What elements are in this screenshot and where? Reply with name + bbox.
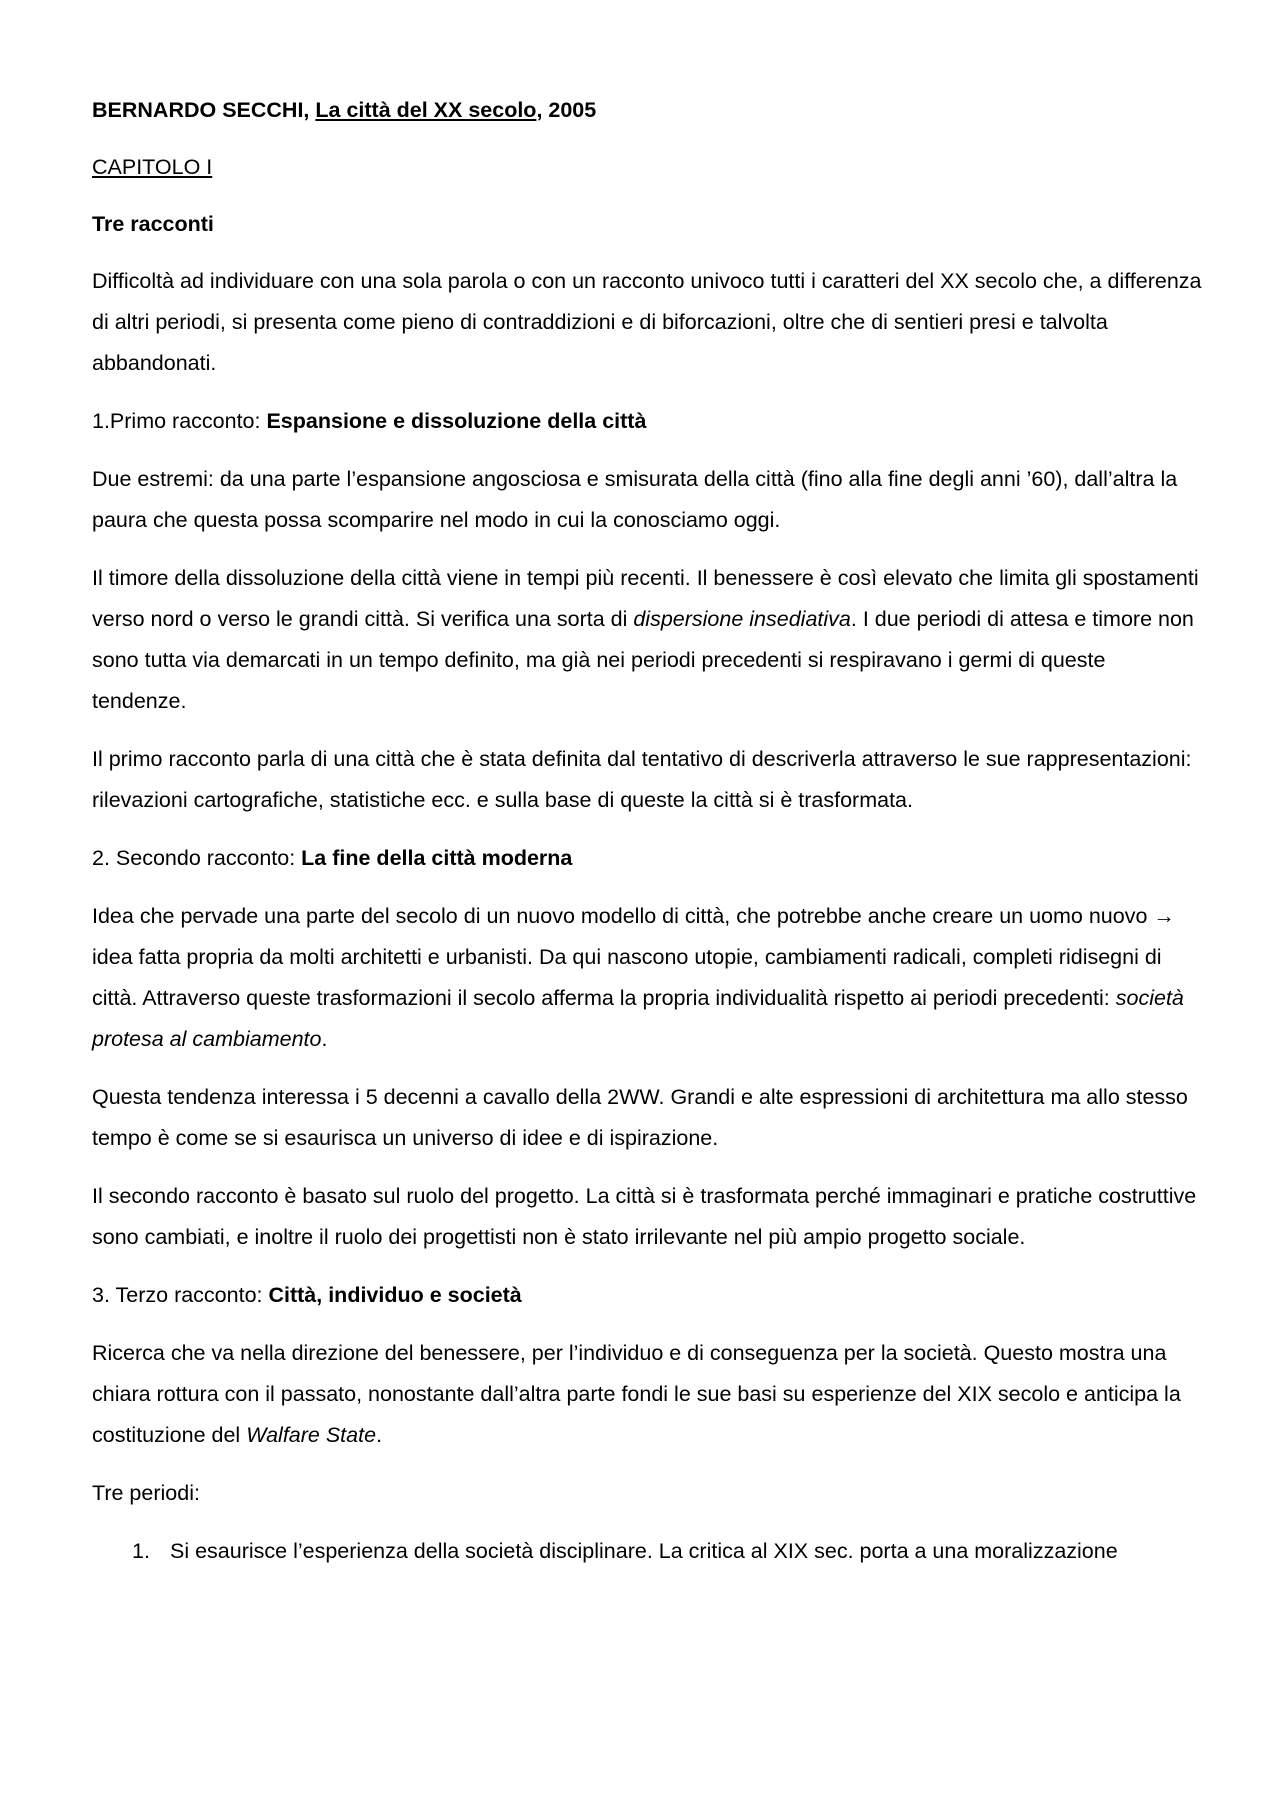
text-run: Ricerca che va nella direzione del benessere, per l’individuo e di conseguenza per la società. Questo mostra una chiara rottura con il passato, nonostante dall’altra parte fondi le sue basi su esperienze del XIX secolo e anticipa la costituzione del [92, 1341, 1181, 1447]
racconto2-heading [92, 838, 1202, 879]
italic-term: dispersione insediativa [633, 607, 851, 631]
periods-list [92, 1531, 1202, 1572]
author-name: BERNARDO SECCHI, [92, 98, 310, 122]
book-title: La città del XX secolo [315, 98, 537, 122]
text-run: . [376, 1423, 383, 1447]
racconto2-title: La fine della città moderna [301, 846, 573, 870]
text-run: idea fatta propria da molti architetti e urbanisti. Da qui nascono utopie, cambiamenti radicali, completi ridisegni di città. Attraverso queste trasformazioni il secolo afferma la propria individualità rispetto ai periodi precedenti: [92, 945, 1162, 1010]
section-title: Tre racconti [92, 212, 214, 236]
racconto1-heading [92, 401, 1202, 442]
racconto3-paragraph-1 [92, 1333, 1202, 1456]
racconto1-paragraph-1: Due estremi: da una parte l’espansione angosciosa e smisurata della città (fino alla fine degli anni ’60), dall’altra la paura che questa possa scomparire nel modo in cui la conosciamo oggi. [92, 467, 1178, 532]
list-item-number: 1. [132, 1539, 150, 1563]
list-item [92, 1531, 1202, 1572]
racconto2-paragraph-2: Questa tendenza interessa i 5 decenni a cavallo della 2WW. Grandi e alte espressioni di architettura ma allo stesso tempo è come se si esaurisca un universo di idee e di ispirazione. [92, 1085, 1188, 1150]
text-run: Idea che pervade una parte del secolo di un nuovo modello di città, che potrebbe anche creare un uomo nuovo [92, 904, 1154, 928]
italic-term: Walfare State [246, 1423, 377, 1447]
racconto1-paragraph-2 [92, 558, 1202, 722]
document-page [92, 90, 1202, 1572]
text-run: . I due periodi di attesa e timore non sono tutta via demarcati in un tempo definito, ma già nei periodi precedenti si respiravano i germi di queste tendenze. [92, 607, 1194, 713]
document-title [92, 90, 1202, 131]
text-run: . [321, 1027, 328, 1051]
racconto3-prefix: 3. Terzo racconto: [92, 1283, 269, 1307]
arrow-icon: → [1153, 904, 1175, 928]
periods-label: Tre periodi: [92, 1481, 200, 1505]
list-item-text: Si esaurisce l’esperienza della società disciplinare. La critica al XIX sec. porta a una moralizzazione [170, 1539, 1118, 1563]
publication-year: , 2005 [536, 98, 597, 122]
racconto2-paragraph-3: Il secondo racconto è basato sul ruolo del progetto. La città si è trasformata perché immaginari e pratiche costruttive sono cambiati, e inoltre il ruolo dei progettisti non è stato irrilevante nel più ampio progetto sociale. [92, 1184, 1197, 1249]
text-run: Il timore della dissoluzione della città viene in tempi più recenti. Il benessere è così elevato che limita gli spostamenti verso nord o verso le grandi città. Si verifica una sorta di [92, 566, 1199, 631]
racconto1-paragraph-3: Il primo racconto parla di una città che è stata definita dal tentativo di descriverla attraverso le sue rappresentazioni: rilevazioni cartografiche, statistiche ecc. e sulla base di queste la città si è trasformata. [92, 747, 1192, 812]
racconto1-title: Espansione e dissoluzione della città [266, 409, 647, 433]
chapter-heading: CAPITOLO I [92, 155, 213, 179]
racconto3-heading [92, 1275, 1202, 1316]
racconto2-prefix: 2. Secondo racconto: [92, 846, 302, 870]
intro-paragraph: Difficoltà ad individuare con una sola parola o con un racconto univoco tutti i caratteri del XX secolo che, a differenza di altri periodi, si presenta come pieno di contraddizioni e di biforcazioni, oltre che di sentieri presi e talvolta abbandonati. [92, 269, 1202, 375]
racconto2-paragraph-1 [92, 896, 1202, 1060]
italic-term: società protesa al cambiamento [92, 986, 1184, 1051]
racconto3-title: Città, individuo e società [268, 1283, 522, 1307]
racconto1-prefix: 1.Primo racconto: [92, 409, 267, 433]
